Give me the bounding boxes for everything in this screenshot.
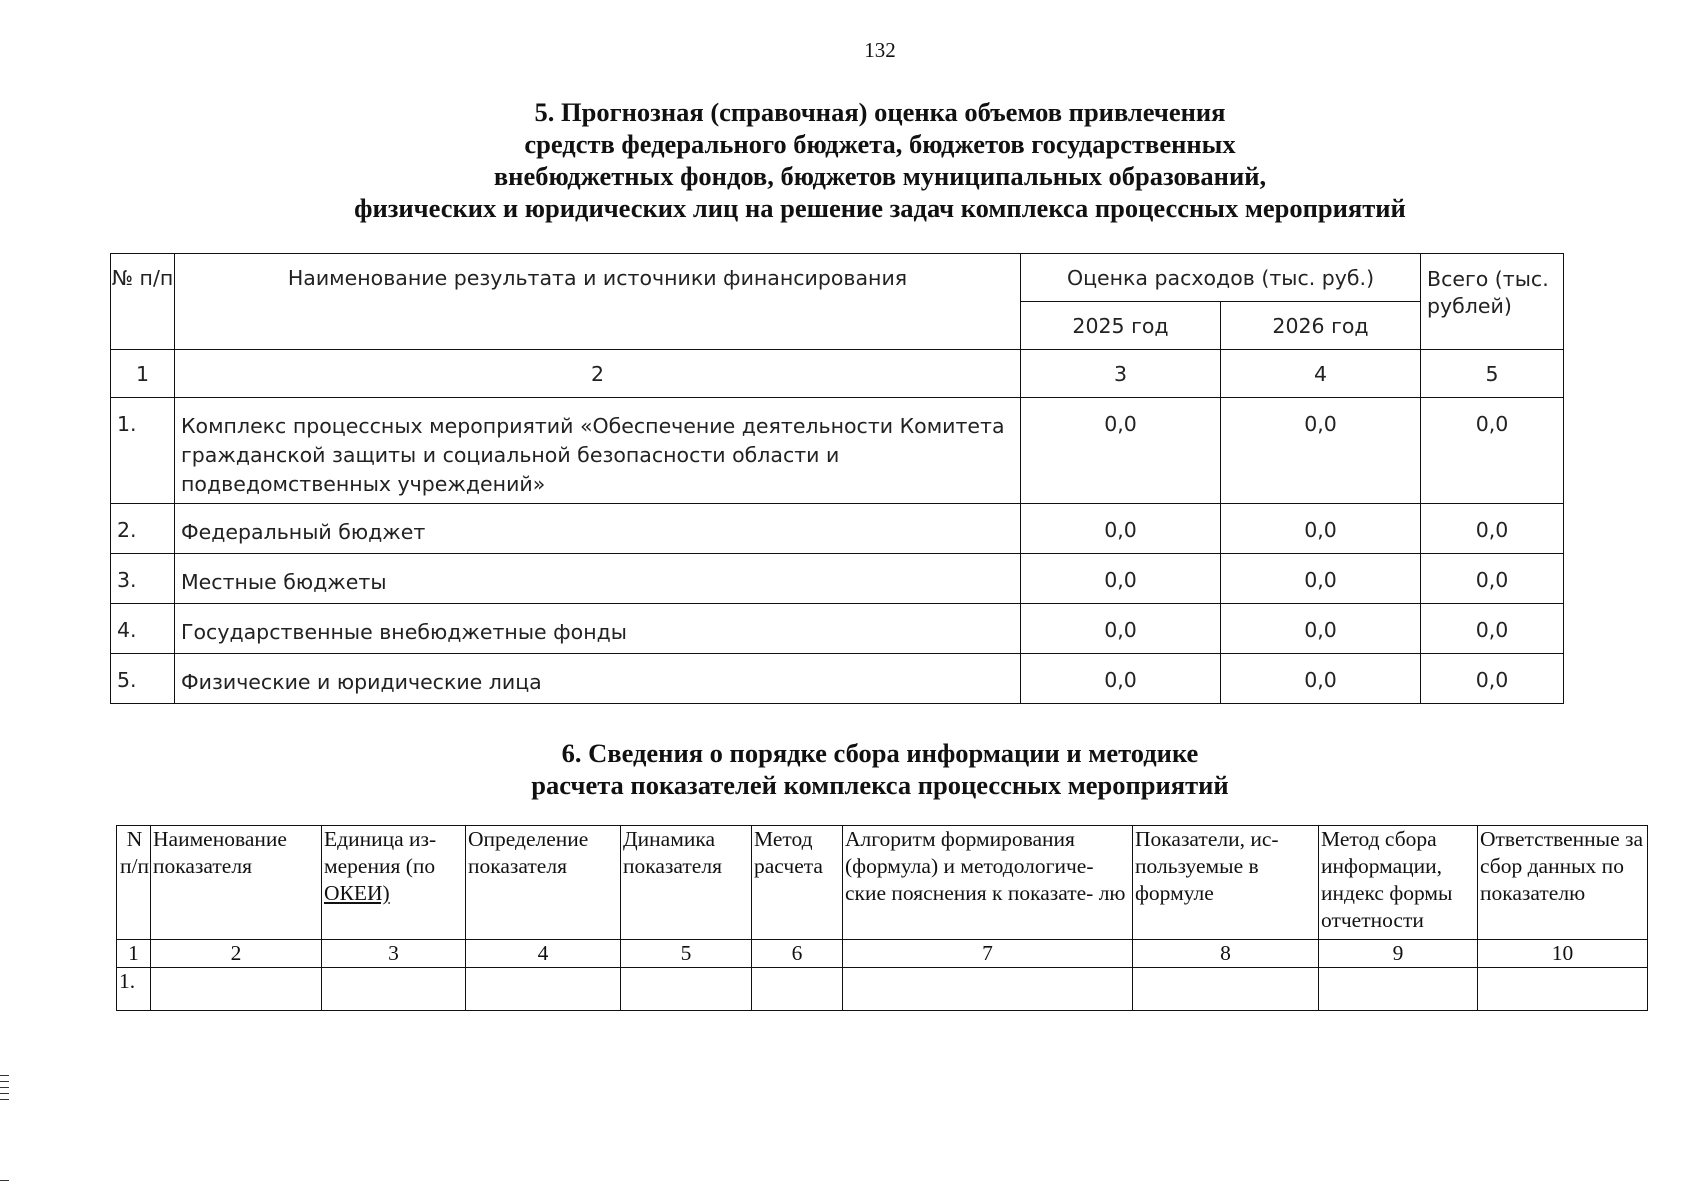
row-name: Государственные внебюджетные фонды bbox=[175, 604, 1021, 654]
value-total: 0,0 bbox=[1421, 504, 1564, 554]
table-row bbox=[111, 398, 1564, 504]
column-number: 9 bbox=[1319, 940, 1478, 968]
row-name: Местные бюджеты bbox=[175, 554, 1021, 604]
column-number: 6 bbox=[752, 940, 843, 968]
section-6-title-line: расчета показателей комплекса процессных мероприятий bbox=[531, 770, 1229, 800]
scan-edge-mark bbox=[0, 1081, 9, 1082]
table-row bbox=[117, 968, 1648, 1011]
column-number: 10 bbox=[1478, 940, 1648, 968]
col-header-collection-method: Метод сбора информации, индекс формы отчетности bbox=[1319, 826, 1478, 940]
section-5-title-line: средств федерального бюджета, бюджетов государственных bbox=[524, 129, 1236, 159]
value-2025: 0,0 bbox=[1021, 654, 1221, 704]
col-header-indicator-name: Наименование показателя bbox=[151, 826, 322, 940]
funding-estimate-table bbox=[110, 253, 1564, 704]
col-header-total: Всего (тыс. рублей) bbox=[1421, 254, 1564, 350]
section-5-title-line: 5. Прогнозная (справочная) оценка объемов привлечения bbox=[534, 97, 1226, 127]
section-6-title bbox=[0, 737, 1697, 801]
column-number: 2 bbox=[175, 350, 1021, 398]
row-number: 2. bbox=[111, 504, 175, 554]
scan-edge-mark bbox=[0, 1087, 9, 1088]
row-name: Физические и юридические лица bbox=[175, 654, 1021, 704]
value-total: 0,0 bbox=[1421, 654, 1564, 704]
col-header-algorithm: Алгоритм формирования (формула) и методологиче- ские пояснения к показате- лю bbox=[843, 826, 1133, 940]
page-number: 132 bbox=[864, 38, 896, 62]
row-number: 5. bbox=[111, 654, 175, 704]
table-cell bbox=[1478, 968, 1648, 1011]
column-number-row bbox=[117, 940, 1648, 968]
row-number: 1. bbox=[117, 968, 151, 1011]
scan-edge-mark bbox=[0, 1075, 9, 1076]
table-row bbox=[111, 654, 1564, 704]
table-cell bbox=[322, 968, 466, 1011]
table-header-row bbox=[111, 254, 1564, 302]
value-2025: 0,0 bbox=[1021, 504, 1221, 554]
col-header-calc-method: Метод расчета bbox=[752, 826, 843, 940]
col-header-responsible: Ответственные за сбор данных по показателю bbox=[1478, 826, 1648, 940]
col-header-2025: 2025 год bbox=[1021, 302, 1221, 350]
column-number: 8 bbox=[1133, 940, 1319, 968]
okei-link[interactable]: ОКЕИ) bbox=[324, 881, 390, 905]
column-number: 1 bbox=[111, 350, 175, 398]
col-header-definition: Определение показателя bbox=[466, 826, 621, 940]
scan-edge-mark bbox=[0, 1099, 9, 1100]
value-2026: 0,0 bbox=[1221, 398, 1421, 504]
table-cell bbox=[621, 968, 752, 1011]
column-number: 7 bbox=[843, 940, 1133, 968]
row-number: 3. bbox=[111, 554, 175, 604]
table-cell bbox=[1319, 968, 1478, 1011]
col-header-2026: 2026 год bbox=[1221, 302, 1421, 350]
table-row bbox=[111, 604, 1564, 654]
row-number: 1. bbox=[111, 398, 175, 504]
col-header-dynamics: Динамика показателя bbox=[621, 826, 752, 940]
value-2026: 0,0 bbox=[1221, 554, 1421, 604]
value-2025: 0,0 bbox=[1021, 554, 1221, 604]
unit-header-text: Единица из- мерения (по bbox=[324, 827, 437, 878]
row-name: Федеральный бюджет bbox=[175, 504, 1021, 554]
value-2026: 0,0 bbox=[1221, 654, 1421, 704]
column-number: 5 bbox=[1421, 350, 1564, 398]
col-header-estimate: Оценка расходов (тыс. руб.) bbox=[1021, 254, 1421, 302]
value-total: 0,0 bbox=[1421, 604, 1564, 654]
column-number: 2 bbox=[151, 940, 322, 968]
col-header-name: Наименование результата и источники финансирования bbox=[175, 254, 1021, 350]
value-2025: 0,0 bbox=[1021, 398, 1221, 504]
indicator-method-table bbox=[116, 825, 1648, 1011]
section-6-title-line: 6. Сведения о порядке сбора информации и методике bbox=[561, 738, 1199, 768]
column-number: 5 bbox=[621, 940, 752, 968]
section-5-title-line: внебюджетных фондов, бюджетов муниципальных образований, bbox=[493, 161, 1267, 191]
row-name: Комплекс процессных мероприятий «Обеспечение деятельности Комитета гражданской защиты и социальной безопасности области и подведомственных учреждений» bbox=[175, 398, 1021, 504]
table-row bbox=[111, 504, 1564, 554]
column-number: 4 bbox=[1221, 350, 1421, 398]
value-total: 0,0 bbox=[1421, 554, 1564, 604]
scan-edge-mark bbox=[0, 1180, 9, 1181]
column-number-row bbox=[111, 350, 1564, 398]
table-row bbox=[111, 554, 1564, 604]
row-number: 4. bbox=[111, 604, 175, 654]
value-2025: 0,0 bbox=[1021, 604, 1221, 654]
column-number: 3 bbox=[1021, 350, 1221, 398]
table-cell bbox=[151, 968, 322, 1011]
value-total: 0,0 bbox=[1421, 398, 1564, 504]
scan-edge-mark bbox=[0, 1093, 9, 1094]
table-cell bbox=[466, 968, 621, 1011]
table-cell bbox=[752, 968, 843, 1011]
section-5-title bbox=[0, 96, 1697, 224]
value-2026: 0,0 bbox=[1221, 604, 1421, 654]
value-2026: 0,0 bbox=[1221, 504, 1421, 554]
section-5-title-line: физических и юридических лиц на решение задач комплекса процессных мероприятий bbox=[354, 193, 1406, 223]
column-number: 3 bbox=[322, 940, 466, 968]
table-cell bbox=[843, 968, 1133, 1011]
table-header-row bbox=[117, 826, 1648, 940]
col-header-num: № п/п bbox=[111, 254, 175, 350]
column-number: 1 bbox=[117, 940, 151, 968]
column-number: 4 bbox=[466, 940, 621, 968]
col-header-num: N п/п bbox=[117, 826, 151, 940]
table-cell bbox=[1133, 968, 1319, 1011]
col-header-unit bbox=[322, 826, 466, 940]
col-header-formula-indicators: Показатели, ис- пользуемые в формуле bbox=[1133, 826, 1319, 940]
